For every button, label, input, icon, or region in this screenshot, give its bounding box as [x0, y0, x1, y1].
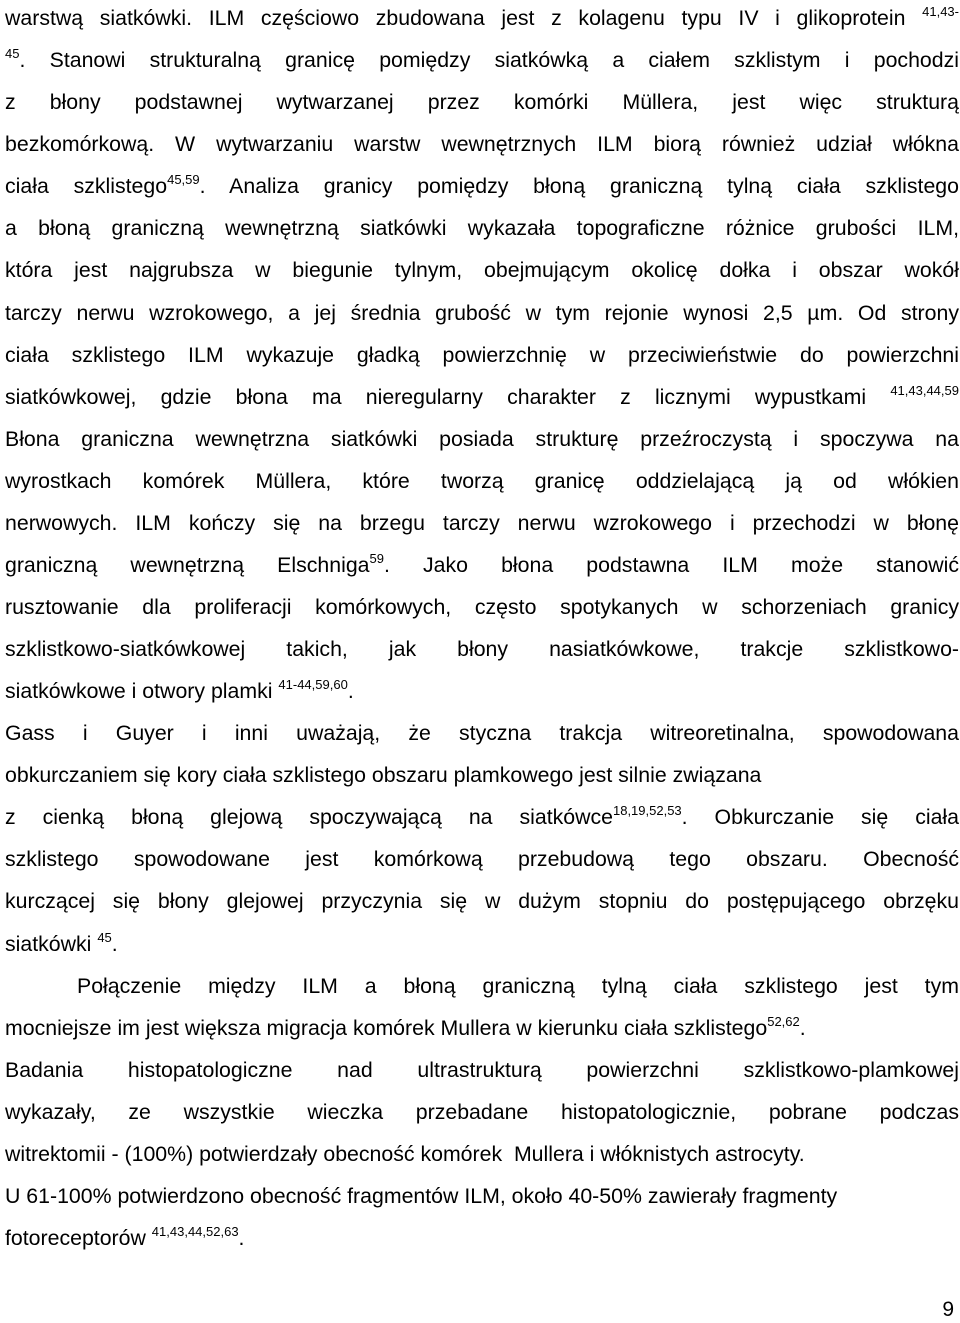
text-segment: . — [238, 1226, 245, 1250]
text-segment: z cienką błoną glejową spoczywającą na siatkówce — [5, 805, 613, 829]
text-segment: warstwą siatkówki. ILM częściowo zbudowana jest z kolagenu typu IV i glikoprotein — [5, 6, 923, 30]
text-segment: rusztowanie dla proliferacji komórkowych, często spotykanych w schorzeniach granicy — [5, 595, 959, 619]
text-line — [5, 300, 959, 326]
text-segment: która jest najgrubsza w biegunie tylnym, obejmującym okolicę dołka i obszar wokół — [5, 258, 959, 282]
citation-superscript: 41,43- — [922, 3, 959, 19]
text-line — [5, 720, 959, 746]
text-segment: ciała szklistego — [5, 174, 168, 198]
text-line — [5, 804, 959, 830]
text-line — [5, 510, 959, 536]
text-segment: mocniejsze im jest większa migracja komórek Mullera w kierunku ciała szklistego — [5, 1016, 768, 1040]
text-segment: . — [347, 679, 354, 703]
text-line — [5, 1225, 959, 1251]
text-line — [5, 257, 959, 283]
text-segment: . Analiza granicy pomiędzy błoną graniczną tylną ciała szklistego — [199, 174, 959, 198]
text-segment: . Stanowi strukturalną granicę pomiędzy siatkówką a ciałem szklistym i pochodzi — [19, 48, 959, 72]
text-segment: . Obkurczanie się ciała — [681, 805, 960, 829]
page-number: 9 — [942, 1298, 954, 1321]
text-segment: szklistkowo-siatkówkowej takich, jak błony nasiatkówkowe, trakcje szklistkowo- — [5, 637, 959, 661]
text-segment: U 61-100% potwierdzono obecność fragmentów ILM, około 40-50% zawierały fragmenty — [5, 1184, 838, 1208]
citation-superscript: 45 — [97, 929, 112, 945]
citation-superscript: 45 — [5, 45, 20, 61]
text-line — [5, 1015, 959, 1041]
text-line — [5, 215, 959, 241]
citation-superscript: 45,59 — [167, 171, 200, 187]
text-segment: z błony podstawnej wytwarzanej przez komórki Müllera, jest więc strukturą — [5, 90, 959, 114]
text-segment: witrektomii - (100%) potwierdzały obecność komórek Mullera i włóknistych astrocyty. — [5, 1142, 805, 1166]
text-segment: kurczącej się błony glejowej przyczynia się w dużym stopniu do postępującego obrzęku — [5, 889, 959, 913]
citation-superscript: 41,43,44,59 — [890, 382, 959, 398]
text-segment: wyrostkach komórek Müllera, które tworzą granicę oddzielającą ją od włókien — [5, 469, 959, 493]
text-line — [5, 1099, 959, 1125]
text-line — [5, 384, 959, 410]
text-line — [5, 846, 959, 872]
text-line — [5, 1183, 959, 1209]
text-line — [5, 131, 959, 157]
citation-superscript: 41-44,59,60 — [278, 676, 348, 692]
text-segment: bezkomórkową. W wytwarzaniu warstw wewnętrznych ILM biorą również udział włókna — [5, 132, 959, 156]
text-line — [5, 636, 959, 662]
text-segment: Badania histopatologiczne nad ultrastrukturą powierzchni szklistkowo-plamkowej — [5, 1058, 959, 1082]
text-segment: Gass i Guyer i inni uważają, że styczna trakcja witreoretinalna, spowodowana — [5, 721, 959, 745]
text-segment: ciała szklistego ILM wykazuje gładką powierzchnię w przeciwieństwie do powierzchni — [5, 343, 959, 367]
text-segment: obkurczaniem się kory ciała szklistego obszaru plamkowego jest silnie związana — [5, 763, 762, 787]
text-segment: . Jako błona podstawna ILM może stanowić — [383, 553, 959, 577]
text-segment: . — [799, 1016, 806, 1040]
text-line — [5, 678, 959, 704]
text-line — [5, 47, 959, 73]
text-line — [5, 1141, 959, 1167]
citation-superscript: 52,62 — [767, 1013, 800, 1029]
text-line — [5, 931, 959, 957]
text-line — [5, 5, 959, 31]
text-segment: nerwowych. ILM kończy się na brzegu tarczy nerwu wzrokowego i przechodzi w błonę — [5, 511, 959, 535]
text-line — [5, 888, 959, 914]
text-line — [77, 973, 959, 999]
text-line — [5, 468, 959, 494]
text-segment: fotoreceptorów — [5, 1226, 152, 1250]
citation-superscript: 59 — [369, 550, 384, 566]
text-segment: . — [111, 932, 118, 956]
text-line — [5, 342, 959, 368]
text-line — [5, 594, 959, 620]
text-segment: a błoną graniczną wewnętrzną siatkówki wykazała topograficzne różnice grubości ILM, — [5, 216, 959, 240]
text-line — [5, 89, 959, 115]
text-segment: graniczną wewnętrzną Elschniga — [5, 553, 370, 577]
text-line — [5, 1057, 959, 1083]
text-line — [5, 173, 959, 199]
citation-superscript: 18,19,52,53 — [612, 802, 682, 818]
text-segment: wykazały, ze wszystkie wieczka przebadane histopatologicznie, pobrane podczas — [5, 1100, 959, 1124]
text-line — [5, 762, 959, 788]
citation-superscript: 41,43,44,52,63 — [151, 1223, 239, 1239]
text-segment: siatkówkowej, gdzie błona ma nieregularny charakter z licznymi wypustkami — [5, 385, 891, 409]
text-segment: szklistego spowodowane jest komórkową przebudową tego obszaru. Obecność — [5, 847, 959, 871]
text-segment: tarczy nerwu wzrokowego, a jej średnia grubość w tym rejonie wynosi 2,5 µm. Od strony — [5, 301, 959, 325]
text-segment: Połączenie między ILM a błoną graniczną tylną ciała szklistego jest tym — [77, 974, 959, 998]
text-line — [5, 426, 959, 452]
text-segment: Błona graniczna wewnętrzna siatkówki posiada strukturę przeźroczystą i spoczywa na — [5, 427, 959, 451]
text-line — [5, 552, 959, 578]
text-segment: siatkówki — [5, 932, 98, 956]
text-segment: siatkówkowe i otwory plamki — [5, 679, 279, 703]
